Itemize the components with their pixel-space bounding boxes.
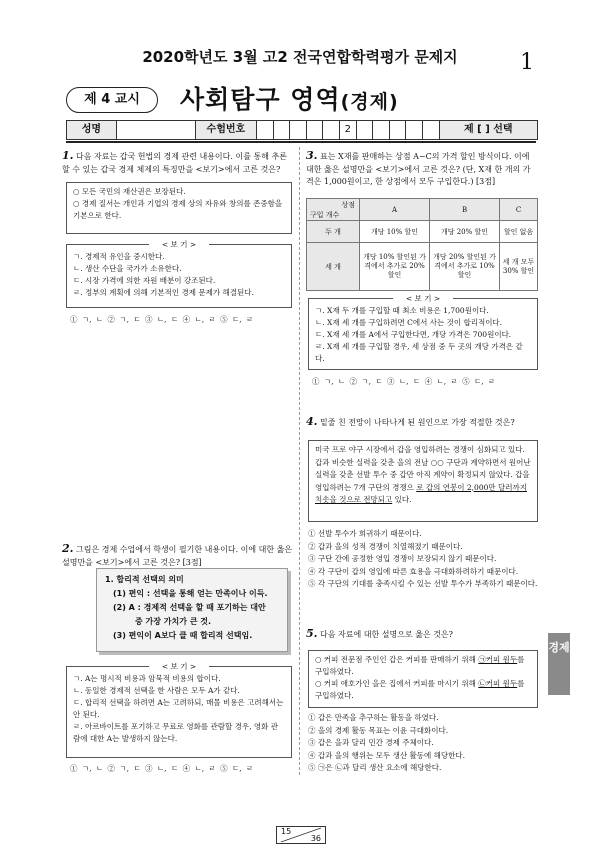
exam-no-cell[interactable] (390, 121, 407, 139)
q1-choices[interactable]: ① ㄱ, ㄴ ② ㄱ, ㄷ ③ ㄴ, ㄷ ④ ㄴ, ㄹ ⑤ ㄷ, ㄹ (70, 315, 254, 324)
subject-side-tab: 경제 (548, 633, 570, 695)
period-badge: 제 4 교시 (66, 87, 158, 113)
q2-bogi-box (66, 662, 292, 758)
q4-underlined-forecast: 로 갑의 연봉이 2,000만 달러까지 치솟을 것으로 전망되고 (315, 482, 527, 504)
q5-stem-text: 다음 자료에 대한 설명으로 옳은 것은? (320, 630, 453, 639)
q5-stem (306, 628, 538, 642)
q3-row-header: 두 개 (307, 221, 360, 243)
q5-box-text: ○ 커피 전문점 주인인 갑은 커피를 판매하기 위해 (315, 655, 479, 664)
exam-no-cell[interactable] (406, 121, 423, 139)
q4-option[interactable]: ③ 구단 간에 공정한 영입 경쟁이 보장되지 않기 때문이다. (308, 554, 497, 563)
q5-options (308, 712, 540, 775)
subject-title (180, 80, 399, 116)
q4-stem-text: 밑줄 친 전망이 나타나게 된 원인으로 가장 적절한 것은? (320, 418, 515, 427)
q2-number: 2. (62, 542, 74, 555)
q5-number: 5. (306, 627, 318, 640)
page-number: 1 (520, 50, 534, 75)
q2-bogi-item: ㄱ. A는 명시적 비용과 암묵적 비용의 합이다. (73, 674, 221, 683)
q1-bogi-item: ㄹ. 정부의 계획에 의해 기본적인 경제 문제가 해결된다. (73, 288, 254, 297)
exam-no-cell[interactable] (357, 121, 374, 139)
footer-total: 36 (310, 834, 321, 843)
q5-source-box (308, 650, 538, 708)
q3-cell: 개당 10% 할인 (360, 221, 430, 243)
q4-option[interactable]: ⑤ 각 구단의 기대를 충족시킬 수 있는 선발 투수가 부족하기 때문이다. (308, 579, 538, 588)
q5-box-text: 를 구입하였다. (315, 655, 525, 676)
q1-stem-text: 다음 자료는 갑국 헌법의 경제 관련 내용이다. 이를 통해 추론할 수 있는 갑국 경제 체제의 특징만을 <보기>에서 고른 것은? (62, 152, 287, 174)
exam-no-cell[interactable] (323, 121, 340, 139)
q4-passage-text: 미국 프로 야구 시장에서 갑을 영입하려는 경쟁이 심화되고 있다. 갑과 비슷한 실력을 갖춘 을의 전날 ○○ 구단과 계약하면서 원어난 실력을 갖춘 선발 투수 중 갑만 아직 계약이 확정되지 않았다. 갑을 영입하려는 7개 구단의 경쟁으 (315, 445, 531, 492)
q5-option[interactable]: ④ 갑과 을의 행위는 모두 생산 활동에 해당한다. (308, 750, 465, 760)
q2-choices[interactable]: ① ㄱ, ㄴ ② ㄱ, ㄷ ③ ㄴ, ㄷ ④ ㄴ, ㄹ ⑤ ㄷ, ㄹ (70, 764, 254, 773)
q1-stem (62, 150, 294, 176)
q5-option[interactable]: ② 을의 경제 활동 목표는 이윤 극대화이다. (308, 725, 449, 735)
q1-bogi-item: ㄱ. 경제적 유인을 중시한다. (73, 252, 165, 261)
q4-options (308, 528, 540, 591)
exam-no-cell[interactable] (373, 121, 390, 139)
q1-box-line: ○ 경제 질서는 개인과 기업의 경제 상의 자유와 창의를 존중함을 기본으로 한다. (73, 199, 283, 220)
exam-no-label: 수험번호 (196, 121, 257, 139)
header-rule (66, 141, 536, 143)
q5-box-line (315, 678, 531, 702)
q3-corner-top: 상점 (341, 200, 355, 209)
q2-note-line: (2) A : 경제적 선택을 할 때 포기하는 대안 (113, 603, 266, 612)
q3-stem (306, 150, 538, 189)
subject-sub: (경제) (340, 91, 399, 113)
page-counter (276, 826, 326, 844)
q4-option[interactable]: ② 갑과 을의 성적 경쟁이 치열해졌기 때문이다. (308, 541, 463, 551)
q5-box-text: 를 구입하였다. (315, 679, 525, 700)
exam-no-cell[interactable] (257, 121, 274, 139)
q3-cell: 개당 20% 할인된 가격에서 추가로 10% 할인 (430, 243, 500, 291)
exam-no-digit: 2 (340, 121, 357, 139)
q3-choices[interactable]: ① ㄱ, ㄴ ② ㄱ, ㄷ ③ ㄴ, ㄷ ④ ㄴ, ㄹ ⑤ ㄷ, ㄹ (312, 377, 496, 386)
q2-stem (62, 543, 294, 569)
q5-box-text: ○ 커피 애호가인 을은 집에서 커피를 마시기 위해 (315, 679, 479, 688)
q1-number: 1. (62, 149, 74, 162)
q3-bogi-title: < 보 기 > (393, 293, 453, 305)
q3-cell: 할인 없음 (500, 221, 538, 243)
q2-note-line: 중 가장 가치가 큰 것. (135, 617, 212, 626)
q5-option[interactable]: ③ 갑은 을과 달리 민간 경제 주체이다. (308, 738, 434, 747)
q4-option[interactable]: ④ 각 구단이 갑의 영입에 따른 효용을 극대화하려하기 때문이다. (308, 566, 519, 576)
name-field[interactable] (117, 121, 196, 139)
q1-bogi-item: ㄴ. 생산 수단을 국가가 소유한다. (73, 264, 182, 273)
name-label: 성명 (67, 121, 117, 139)
q3-corner-bottom: 구입 개수 (310, 210, 340, 219)
q3-bogi-item: ㄷ. X재 세 개를 A에서 구입한다면, 개당 가격은 700원이다. (315, 330, 512, 339)
q2-note-line: 1. 합리적 선택의 의미 (105, 575, 184, 584)
q1-box-line: ○ 모든 국민의 재산권은 보장된다. (73, 187, 186, 196)
q4-passage-text: 있다. (394, 495, 412, 504)
q5-underlined-term: ㉠커피 원두 (478, 655, 518, 664)
exam-no-cell[interactable] (290, 121, 307, 139)
q5-option[interactable]: ① 갑은 만족을 추구하는 활동을 하였다. (308, 713, 439, 722)
q2-bogi-item: ㄴ. 동일한 경제적 선택을 한 사람은 모두 A가 같다. (73, 686, 240, 695)
select-label: 제 [ ] 선택 (440, 121, 537, 139)
subject-name: 사회탐구 영역 (180, 85, 341, 114)
q2-stem-text: 그림은 경제 수업에서 학생이 필기한 내용이다. 이에 대한 옳은 설명만을 <보기>에서 고른 것은? [3점] (62, 545, 293, 567)
q3-price-table (306, 198, 538, 291)
q2-bogi-item: ㄹ. 아르바이트를 포기하고 무료로 영화를 관람할 경우, 영화 관람에 대한 A는 발생하지 않는다. (73, 722, 278, 743)
exam-title: 2020학년도 3월 고2 전국연합학력평가 문제지 (142, 48, 458, 66)
exam-no-cell[interactable] (307, 121, 324, 139)
exam-no-cell[interactable] (274, 121, 291, 139)
q4-option[interactable]: ① 선발 투수가 희귀하기 때문이다. (308, 529, 422, 538)
column-divider (299, 147, 301, 775)
q3-cell: 세 개 모두 30% 할인 (500, 243, 538, 291)
q3-number: 3. (306, 149, 318, 162)
q3-bogi-box (308, 294, 538, 370)
q3-corner-cell (307, 199, 360, 221)
q3-col-header: B (430, 199, 500, 221)
q4-passage-box (308, 440, 538, 522)
q3-bogi-item: ㄱ. X재 두 개를 구입할 때 최소 비용은 1,700원이다. (315, 306, 489, 315)
q3-col-header: C (500, 199, 538, 221)
q5-option[interactable]: ⑤ ㉠은 ㉡과 달리 생산 요소에 해당한다. (308, 763, 442, 772)
q3-col-header: A (360, 199, 430, 221)
q3-bogi-item: ㄴ. X재 세 개를 구입하려면 C에서 사는 것이 합리적이다. (315, 318, 503, 327)
q1-bogi-item: ㄷ. 시장 가격에 의한 자원 배분이 강조된다. (73, 276, 216, 285)
q3-cell: 개당 10% 할인된 가격에서 추가로 20% 할인 (360, 243, 430, 291)
q4-stem (306, 416, 538, 430)
q2-bogi-item: ㄷ. 합리적 선택을 하려면 A는 고려하되, 매몰 비용은 고려해서는 안 된다. (73, 698, 284, 719)
q1-bogi-box (66, 240, 292, 308)
q2-note-line: (3) 편익이 A보다 클 때 합리적 선택임. (113, 631, 253, 640)
q2-bogi-title: < 보 기 > (149, 661, 209, 673)
q3-cell: 개당 20% 할인 (430, 221, 500, 243)
q5-underlined-term: ㉡커피 원두 (478, 679, 518, 688)
q4-number: 4. (306, 415, 318, 428)
q2-note-line: (1) 편익 : 선택을 통해 얻는 만족이나 이득. (113, 589, 268, 598)
q1-bogi-title: < 보 기 > (149, 239, 209, 251)
q3-bogi-item: ㄹ. X재 세 개를 구입할 경우, 세 상점 중 두 곳의 개당 가격은 같다. (315, 342, 523, 363)
exam-no-cell[interactable] (423, 121, 440, 139)
q5-box-line (315, 654, 531, 678)
footer-page: 15 (281, 827, 292, 836)
info-bar (66, 120, 538, 140)
q3-row-header: 세 개 (307, 243, 360, 291)
q3-stem-text: 표는 X재를 판매하는 상점 A~C의 가격 할인 방식이다. 이에 대한 옳은 설명만을 <보기>에서 고른 것은? (단, X재 한 개의 가격은 1,000원이고, 한 상점에서 모두 구입한다.) [3점] (306, 152, 531, 186)
q2-note-card (96, 568, 288, 652)
q1-source-box (66, 182, 292, 234)
